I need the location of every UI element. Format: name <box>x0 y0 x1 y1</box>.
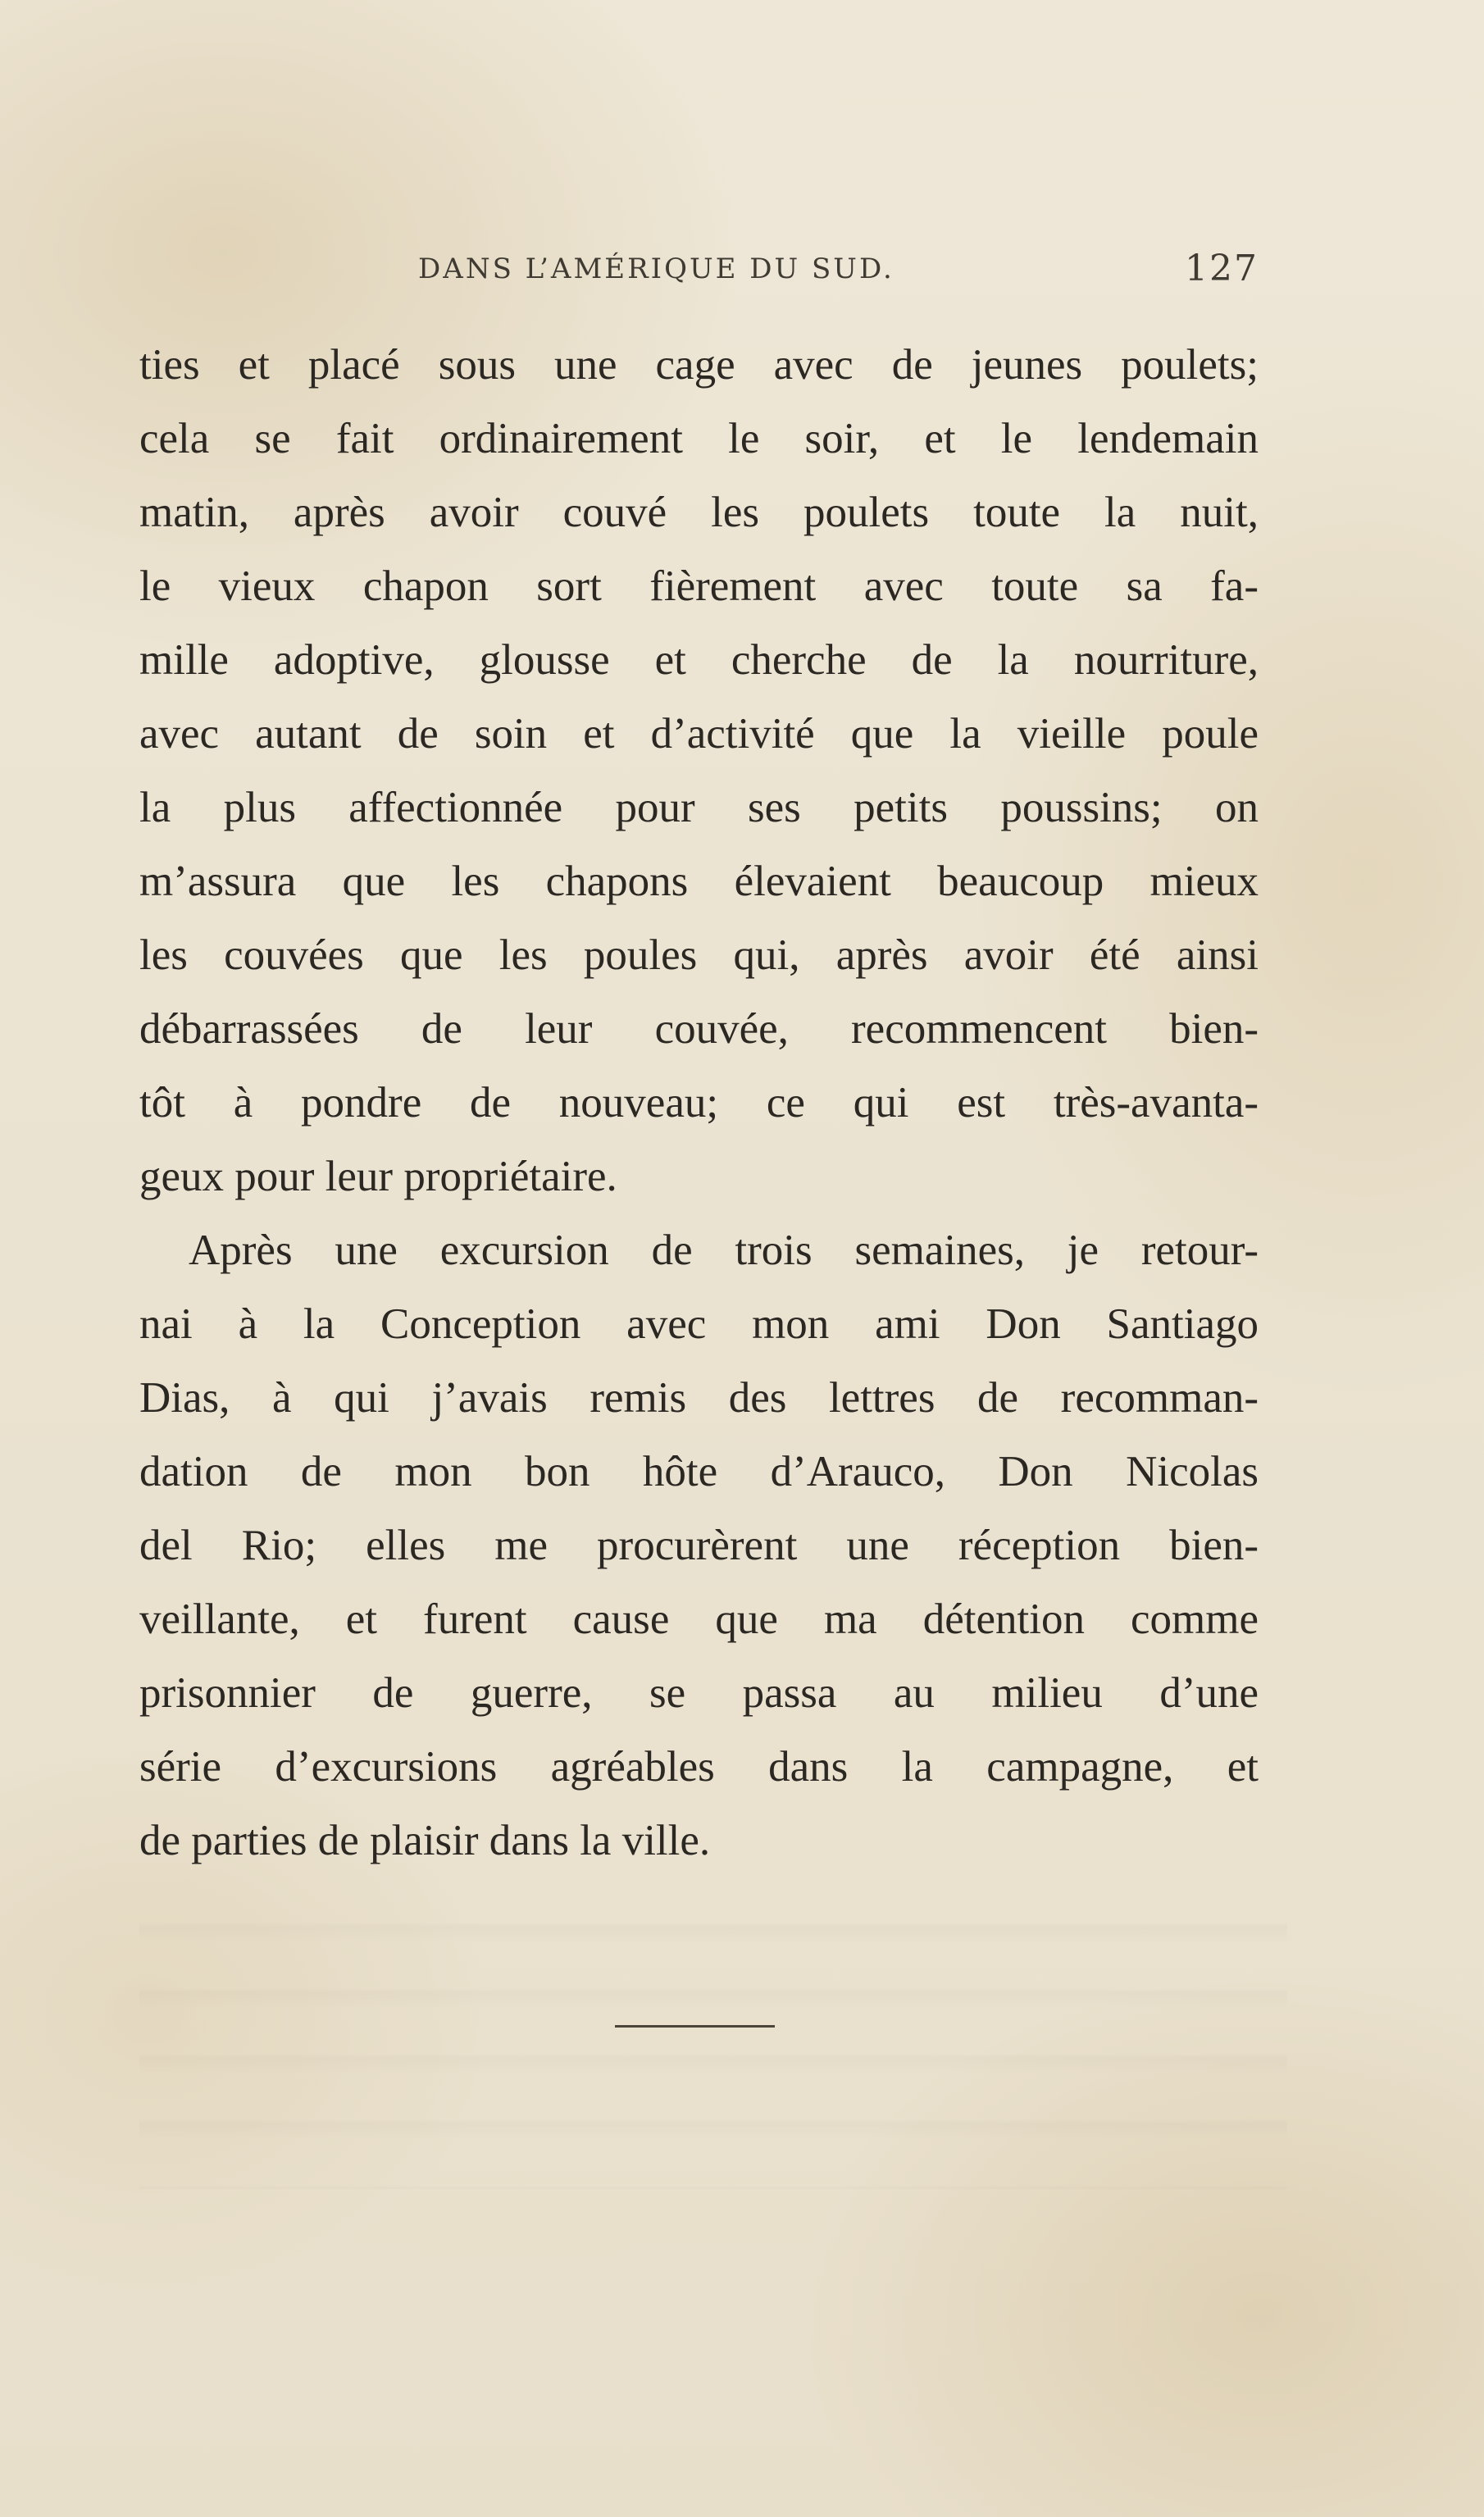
text-line: veillante, et furent cause que ma détention comme <box>139 1595 1259 1643</box>
text-line: ties et placé sous une cage avec de jeunes poulets; <box>139 341 1259 389</box>
text-line: m’assura que les chapons élevaient beaucoup mieux <box>139 858 1259 905</box>
text-line: prisonnier de guerre, se passa au milieu d’une <box>139 1669 1259 1717</box>
text-line: tôt à pondre de nouveau; ce qui est très-avanta- <box>139 1079 1259 1127</box>
text-line: matin, après avoir couvé les poulets toute la nuit, <box>139 489 1259 536</box>
text-line: del Rio; elles me procurèrent une réception bien- <box>139 1522 1259 1569</box>
show-through-bleed <box>139 1878 1287 2189</box>
text-line: série d’excursions agréables dans la campagne, et <box>139 1743 1259 1791</box>
text-line: avec autant de soin et d’activité que la vieille poule <box>139 710 1259 758</box>
body-text <box>139 328 1259 1878</box>
text-line: Dias, à qui j’avais remis des lettres de recomman- <box>139 1374 1259 1422</box>
text-line: cela se fait ordinairement le soir, et le lendemain <box>139 415 1259 462</box>
text-line: geux pour leur propriétaire. <box>139 1153 617 1200</box>
text-line: dation de mon bon hôte d’Arauco, Don Nicolas <box>139 1448 1259 1495</box>
running-head <box>139 248 1275 305</box>
text-line: les couvées que les poules qui, après avoir été ainsi <box>139 931 1259 979</box>
text-line: la plus affectionnée pour ses petits poussins; on <box>139 784 1259 831</box>
text-line: de parties de plaisir dans la ville. <box>139 1817 711 1864</box>
text-line: nai à la Conception avec mon ami Don Santiago <box>139 1300 1259 1348</box>
text-line: le vieux chapon sort fièrement avec toute sa fa- <box>139 562 1259 610</box>
page-number: 127 <box>1185 248 1259 289</box>
running-title: DANS L’AMÉRIQUE DU SUD. <box>418 253 894 285</box>
text-line: débarrassées de leur couvée, recommencent bien- <box>139 1005 1259 1053</box>
text-line: Après une excursion de trois semaines, je retour- <box>189 1227 1259 1274</box>
section-end-rule <box>615 2025 775 2028</box>
text-line: mille adoptive, glousse et cherche de la nourriture, <box>139 636 1259 684</box>
